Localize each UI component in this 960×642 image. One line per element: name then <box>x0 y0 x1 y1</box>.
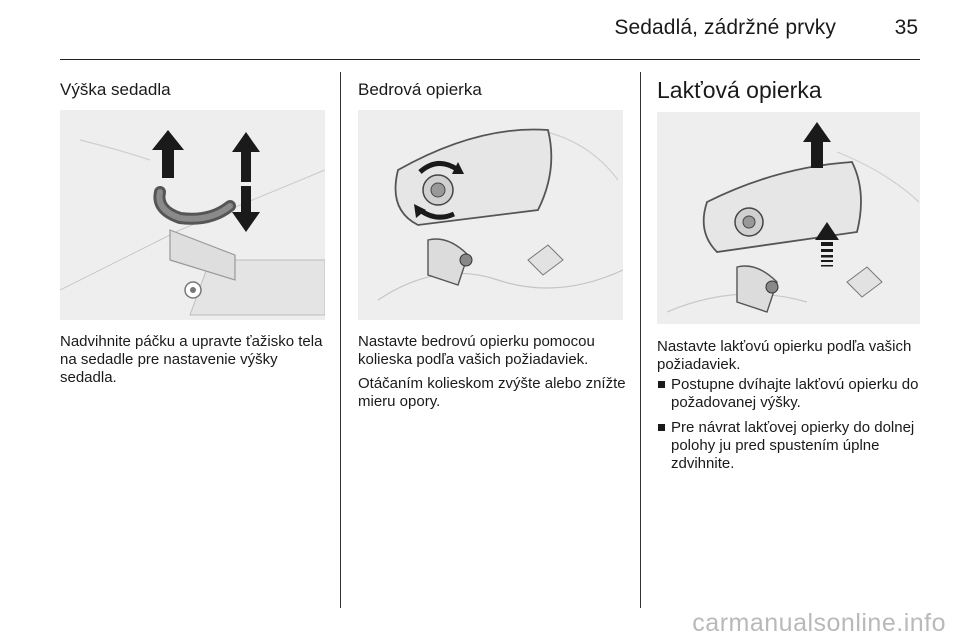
page-number: 35 <box>894 16 918 39</box>
section-heading-lumbar-support: Bedrová opierka <box>358 80 482 99</box>
watermark: carmanualsonline.info <box>692 609 946 637</box>
list-item: Pre návrat lakťovej opierky do dolnej polohy ju pred spustením úplne zdvihnite. <box>657 419 925 473</box>
lumbar-paragraph-2: Otáčaním kolieskom zvýšte alebo znížte mieru opory. <box>358 375 626 410</box>
lumbar-paragraph-1: Nastavte bedrovú opierku pomocou kolieska podľa vašich požiadaviek. <box>358 333 595 368</box>
armrest-intro: Nastavte lakťovú opierku podľa vašich požiadaviek. <box>657 338 912 373</box>
section-heading-seat-height: Výška sedadla <box>60 80 171 99</box>
illustration-lumbar-knob <box>358 110 623 320</box>
running-header-title: Sedadlá, zádržné prvky <box>614 16 836 39</box>
column-divider-left <box>340 72 341 608</box>
column-divider-right <box>640 72 641 608</box>
seat-height-description: Nadvihnite páčku a upravte ťažisko tela na sedadle pre nastavenie výšky sedadla. <box>60 333 323 386</box>
armrest-instructions-list <box>657 376 925 480</box>
illustration-armrest <box>657 112 920 324</box>
illustration-seat-height-lever <box>60 110 325 320</box>
section-heading-armrest: Lakťová opierka <box>657 77 822 103</box>
header-rule <box>60 59 920 60</box>
list-item: Postupne dvíhajte lakťovú opierku do požadovanej výšky. <box>657 376 925 412</box>
